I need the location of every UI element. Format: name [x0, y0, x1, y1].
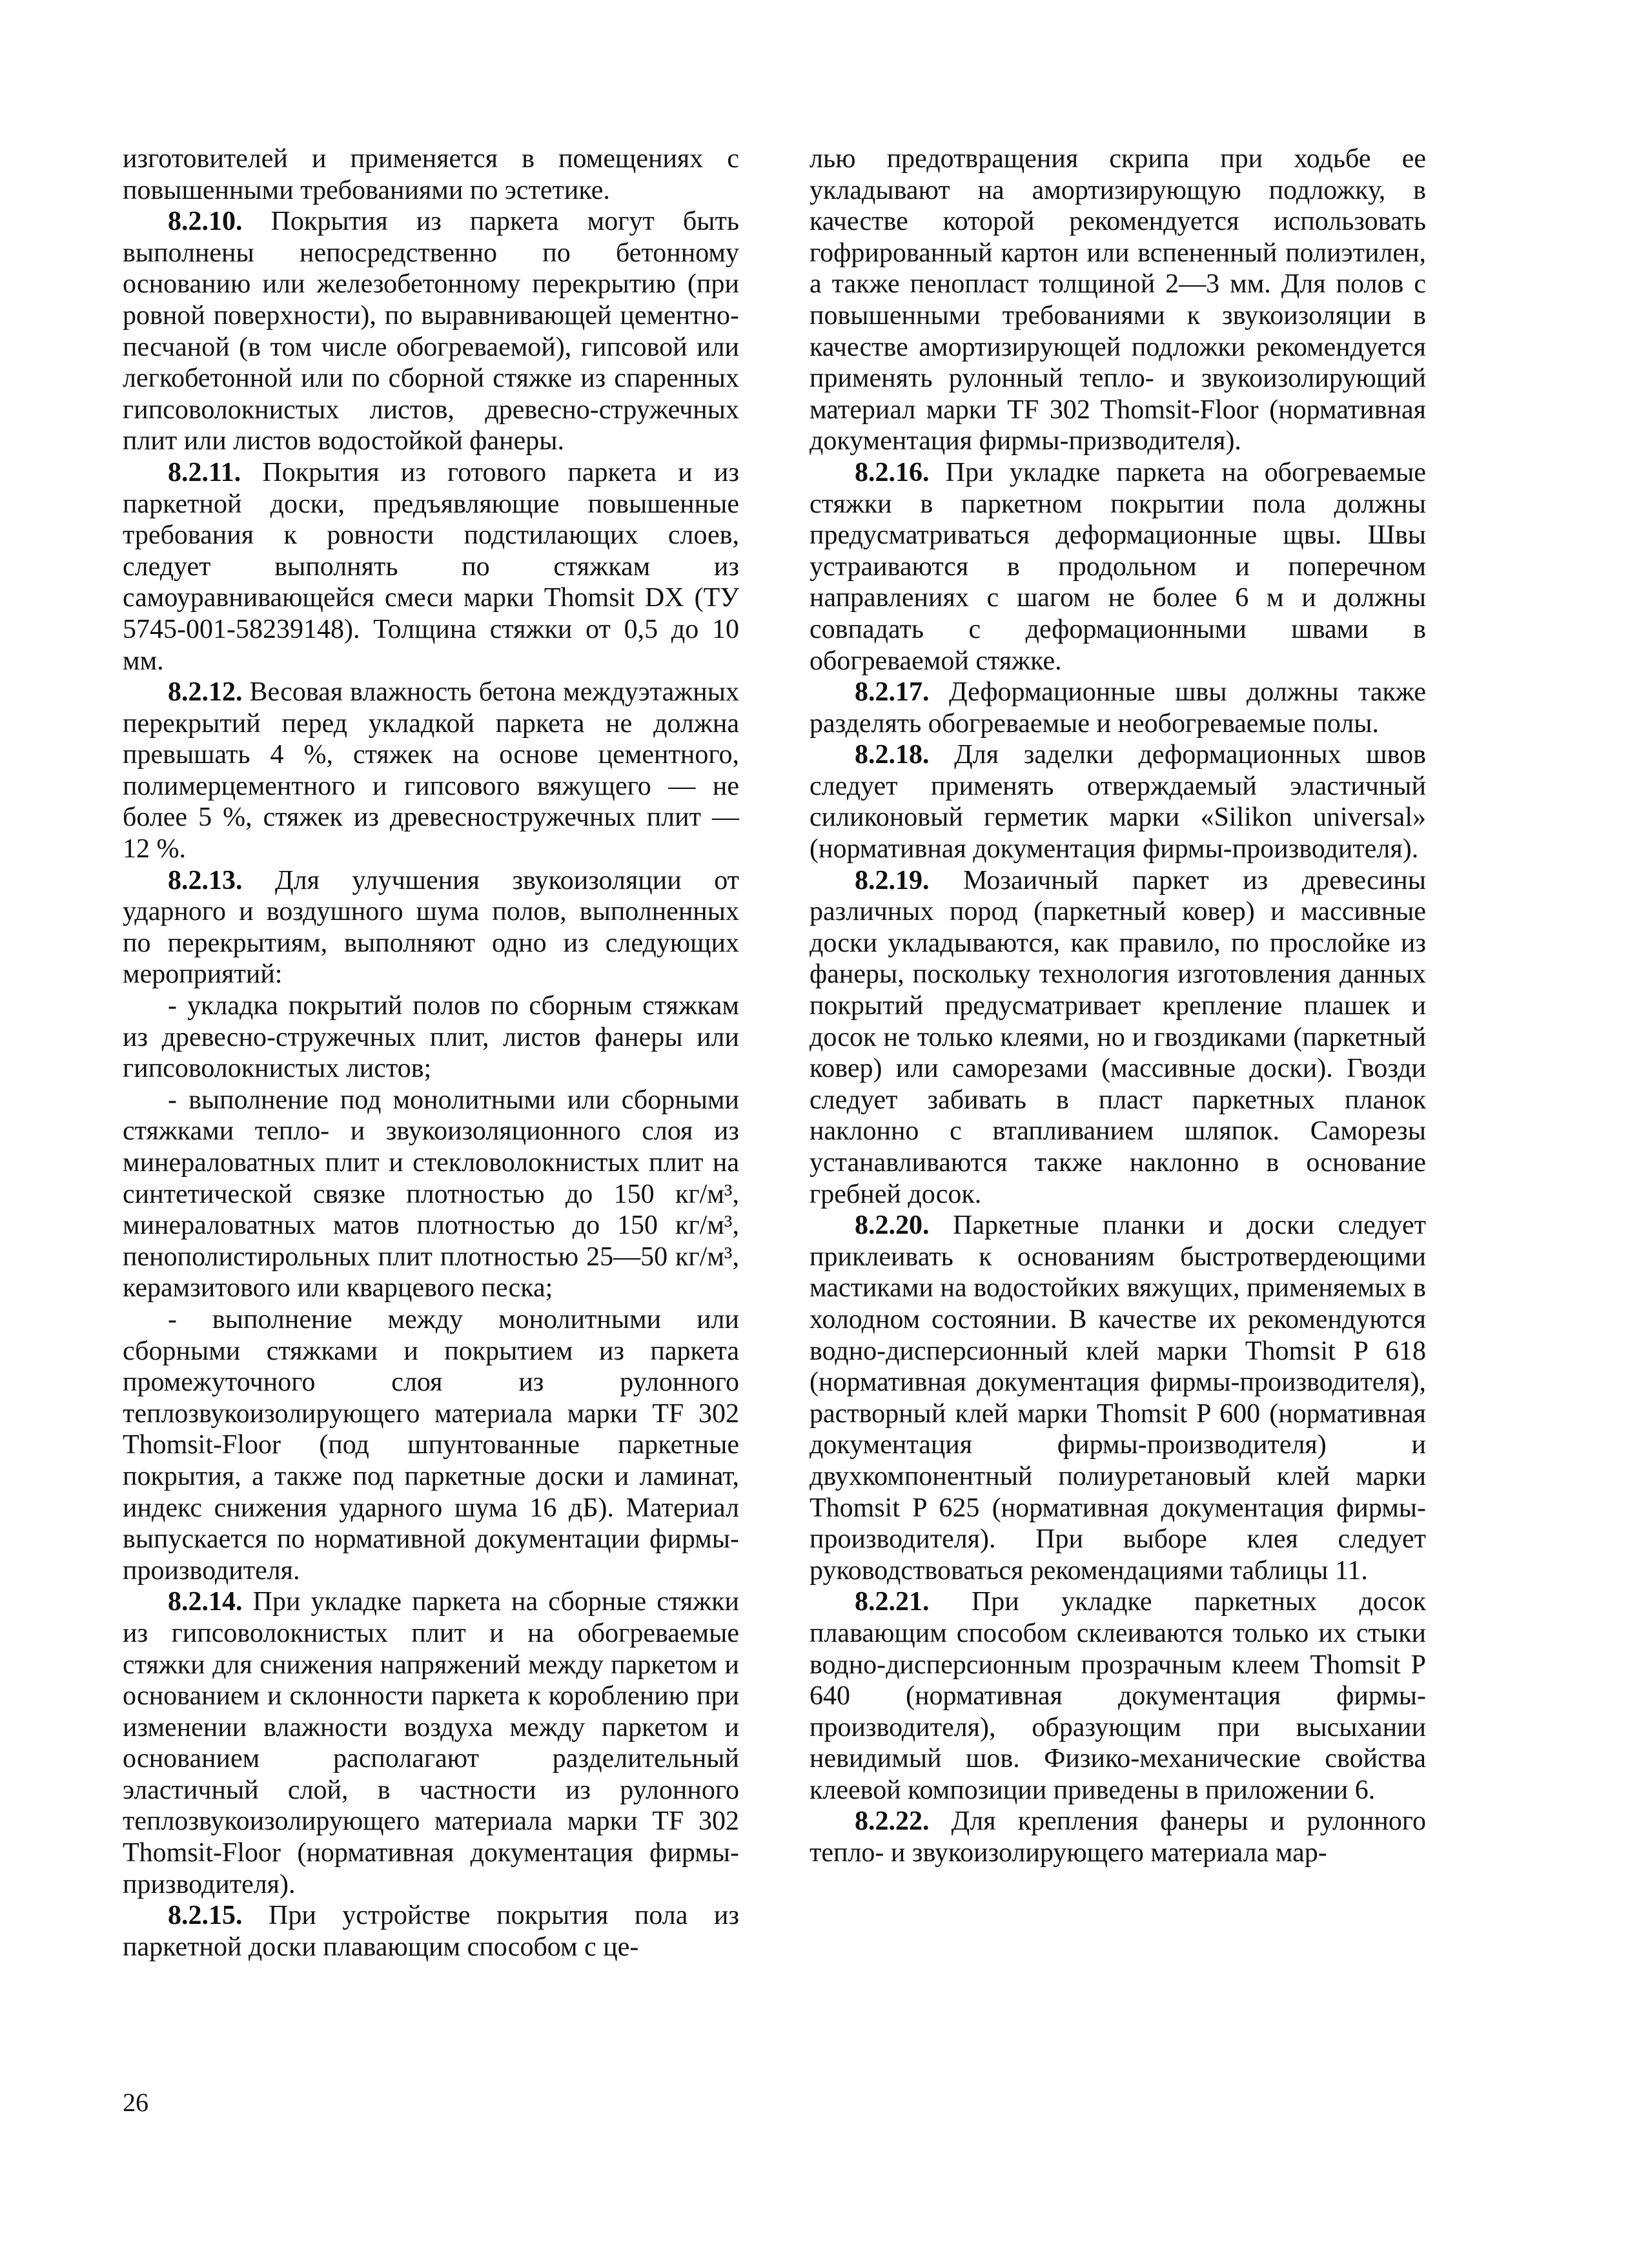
paragraph-text: При укладке паркета на сборные стяжки из гипсоволокнистых плит и на обогреваемые стяжки для снижения напряжений между паркетом и основанием и склонности паркета к короблению при изменении влажности воздуха между паркетом и основанием располагают разделительный эластичный слой, в частности из рулонного теплозвукоизолирующего материала марки TF 302 Thomsit-Floor (нормативная документация фирмы-призводителя).	[123, 1587, 739, 1899]
section-number: 8.2.12.	[168, 677, 243, 708]
section-8-2-17	[810, 677, 1426, 739]
right-column	[810, 143, 1426, 1869]
section-number: 8.2.13.	[168, 865, 243, 895]
section-8-2-14	[123, 1586, 739, 1900]
paragraph-text: изготовителей и применяется в помещениях с повышенными требованиями по эстетике.	[123, 144, 739, 205]
section-number: 8.2.11.	[168, 457, 241, 487]
section-number: 8.2.14.	[168, 1587, 243, 1617]
paragraph-text: Для крепления фанеры и рулонного тепло- и звукоизолирующего материала мар-	[810, 1806, 1426, 1868]
left-column	[123, 143, 739, 1963]
paragraph-continuation	[810, 143, 1426, 457]
paragraph-text: Паркетные планки и доски следует приклеивать к основаниям быстротвердеющими мастиками на водостойких вяжущих, применяемых в холодном состоянии. В качестве их рекомендуются водно-дисперсионный клей марки Thomsit P 618 (нормативная документация фирмы-производителя), растворный клей марки Thomsit P 600 (нормативная документация фирмы-производителя) и двухкомпонентный полиуретановый клей марки Thomsit P 625 (нормативная документация фирмы-производителя). При выборе клея следует руководствоваться рекомендациями таблицы 11.	[810, 1211, 1426, 1586]
paragraph-text: Весовая влажность бетона междуэтажных перекрытий перед укладкой паркета не должна превышать 4 %, стяжек на основе цементного, полимерцементного и гипсового вяжущего — не более 5 %, стяжек из древесностружечных плит — 12 %.	[123, 677, 739, 864]
section-8-2-16	[810, 457, 1426, 677]
paragraph-text: Для улучшения звукоизоляции от ударного и воздушного шума полов, выполненных по перекрытиям, выполняют одно из следующих мероприятий:	[123, 865, 739, 990]
paragraph-text: Для заделки деформационных швов следует применять отверждаемый эластичный силиконовый герметик марки «Silikon universal» (нормативная документация фирмы-производителя).	[810, 740, 1426, 864]
list-item-text: - выполнение между монолитными или сборными стяжками и покрытием из паркета промежуточного слоя из рулонного теплозвукоизолирующего материала марки TF 302 Thomsit-Floor (под шпунтованные паркетные покрытия, а также под паркетные доски и ламинат, индекс снижения ударного шума 16 дБ). Материал выпускается по нормативной документации фирмы-производителя.	[123, 1304, 739, 1586]
section-8-2-15	[123, 1900, 739, 1963]
list-item-text: - выполнение под монолитными или сборными стяжками тепло- и звукоизоляционного слоя из минераловатных плит и стекловолокнистых плит на синтетической связке плотностью до 150 кг/м³, минераловатных матов плотностью до 150 кг/м³, пенополистирольных плит плотностью 25—50 кг/м³, керамзитового или кварцевого песка;	[123, 1085, 739, 1303]
paragraph-text: Покрытия из готового паркета и из паркетной доски, предъявляющие повышенные требования к ровности подстилающих слоев, следует выполнять по стяжкам из самоуравнивающейся смеси марки Thomsit DX (ТУ 5745-001-58239148). Толщина стяжки от 0,5 до 10 мм.	[123, 457, 739, 676]
section-number: 8.2.19.	[855, 865, 930, 895]
section-number: 8.2.21.	[855, 1587, 930, 1617]
section-number: 8.2.18.	[855, 740, 930, 770]
list-item	[123, 990, 739, 1085]
list-item-text: - укладка покрытий полов по сборным стяжкам из древесно-стружечных плит, листов фанеры или гипсоволокнистых листов;	[123, 991, 739, 1084]
page-number: 26	[123, 2088, 148, 2117]
paragraph-text: При укладке паркета на обогреваемые стяжки в паркетном покрытии пола должны предусматриваться деформационные щвы. Швы устраиваются в продольном и поперечном направлениях с шагом не более 6 м и должны совпадать с деформационными швами в обогреваемой стяжке.	[810, 457, 1426, 676]
section-number: 8.2.22.	[855, 1806, 930, 1837]
paragraph-text: При устройстве покрытия пола из паркетной доски плавающим способом с це-	[123, 1901, 739, 1962]
list-item	[123, 1085, 739, 1304]
list-item	[123, 1304, 739, 1586]
paragraph-text: лью предотвращения скрипа при ходьбе ее укладывают на амортизирующую подложку, в качестве которой рекомендуется использовать гофрированный картон или вспененный полиэтилен, а также пенопласт толщиной 2—3 мм. Для полов с повышенными требованиями к звукоизоляции в качестве амортизирующей подложки рекомендуется применять рулонный тепло- и звукоизолирующий материал марки TF 302 Thomsit-Floor (нормативная документация фирмы-призводителя).	[810, 144, 1426, 456]
section-8-2-19	[810, 865, 1426, 1211]
section-8-2-18	[810, 739, 1426, 864]
paragraph-continuation	[123, 143, 739, 206]
section-8-2-12	[123, 677, 739, 865]
section-8-2-13	[123, 865, 739, 990]
paragraph-text: При укладке паркетных досок плавающим способом склеиваются только их стыки водно-дисперсионным прозрачным клеем Thomsit P 640 (нормативная документация фирмы-производителя), образующим при высыхании невидимый шов. Физико-механические свойства клеевой композиции приведены в приложении 6.	[810, 1587, 1426, 1805]
paragraph-text: Мозаичный паркет из древесины различных пород (паркетный ковер) и массивные доски укладываются, как правило, по прослойке из фанеры, поскольку технология изготовления данных покрытий предусматривает крепление плашек и досок не только клеями, но и гвоздиками (паркетный ковер) или саморезами (массивные доски). Гвозди следует забивать в пласт паркетных планок наклонно с втапливанием шляпок. Саморезы устанавливаются также наклонно в основание гребней досок.	[810, 865, 1426, 1209]
section-8-2-11	[123, 457, 739, 677]
section-number: 8.2.10.	[168, 207, 243, 237]
section-8-2-22	[810, 1806, 1426, 1868]
section-8-2-10	[123, 206, 739, 457]
paragraph-text: Покрытия из паркета могут быть выполнены непосредственно по бетонному основанию или железобетонному перекрытию (при ровной поверхности), по выравнивающей цементно-песчаной (в том числе обогреваемой), гипсовой или легкобетонной или по сборной стяжке из спаренных гипсоволокнистых листов, древесно-стружечных плит или листов водостойкой фанеры.	[123, 207, 739, 456]
paragraph-text: Деформационные швы должны также разделять обогреваемые и необогреваемые полы.	[810, 677, 1426, 739]
section-8-2-21	[810, 1586, 1426, 1806]
section-number: 8.2.17.	[855, 677, 930, 708]
section-number: 8.2.16.	[855, 457, 930, 487]
section-number: 8.2.15.	[168, 1901, 243, 1931]
section-number: 8.2.20.	[855, 1211, 930, 1241]
section-8-2-20	[810, 1210, 1426, 1586]
